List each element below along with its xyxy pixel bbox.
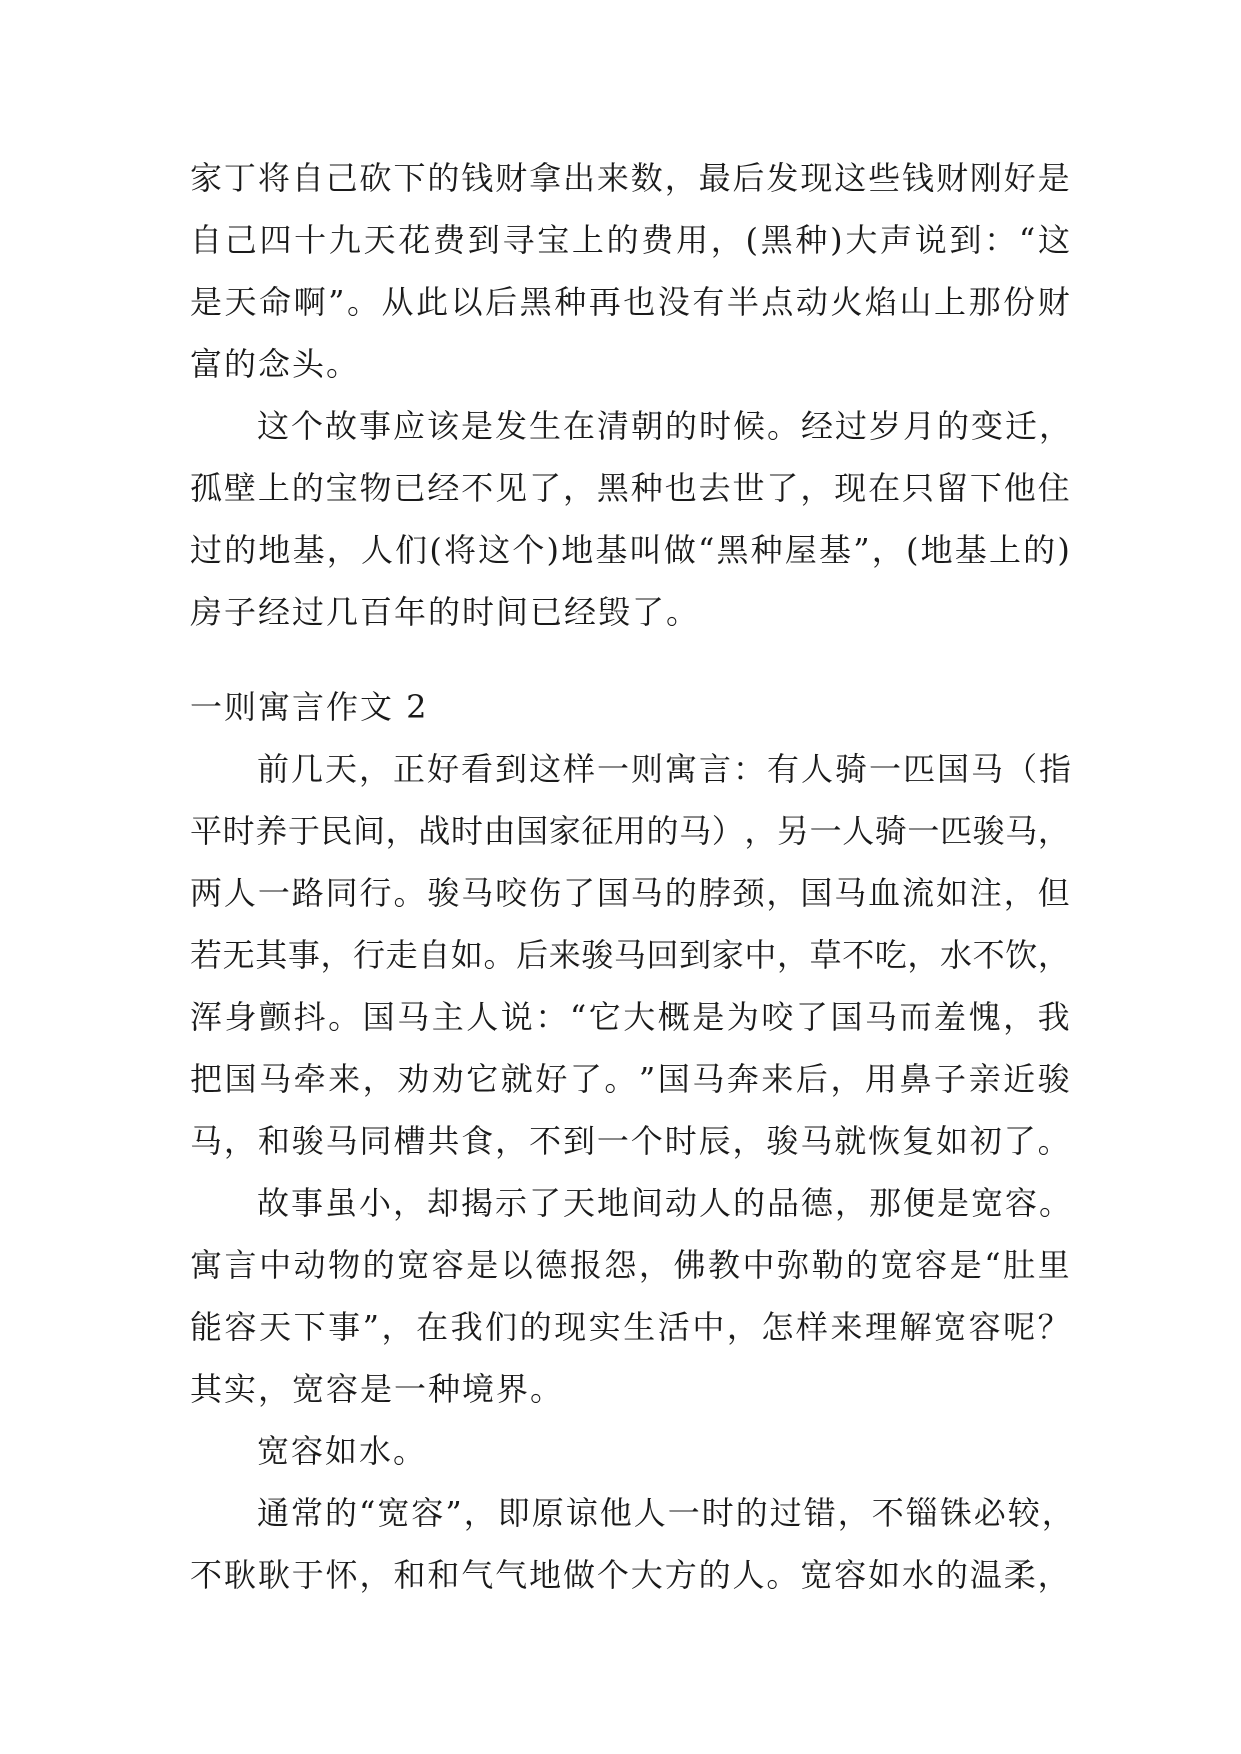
text-line: 前几天，正好看到这样一则寓言：有人骑一匹国马（指 [257, 750, 1074, 788]
fable-paragraphs [190, 738, 1076, 1606]
story-ending-paragraphs [190, 147, 1074, 643]
text-line: 孤 壁 上 的 宝 物 已 经 不 见 了 ， 黑 种 也 去 世 了 ， 现 在 只 留 下 他 住 [190, 469, 1070, 507]
text-line: 浑 身 颤 抖 。 国 马 主 人 说 ： “ 它 大 概 是 为 咬 了 国 马 而 羞 愧 ， 我 [190, 998, 1070, 1036]
text-line: 这个故事应该是发生在清朝的时候。经过岁月的变迁， [257, 407, 1074, 445]
text-line: 自 己 四 十 九 天 花 费 到 寻 宝 上 的 费 用 ， ( 黑 种 ) 大 声 说 到 ： “ 这 [190, 221, 1070, 259]
text-line: 故事虽小，却揭示了天地间动人的品德，那便是宽容。 [257, 1184, 1074, 1222]
essay-heading-block [190, 676, 1070, 738]
text-line: 两 人 一 路 同 行 。 骏 马 咬 伤 了 国 马 的 脖 颈 ， 国 马 血 流 如 注 ， 但 [190, 874, 1070, 912]
text-line: 家 丁 将 自 己 砍 下 的 钱 财 拿 出 来 数 ， 最 后 发 现 这 些 钱 财 刚 好 是 [190, 159, 1070, 197]
text-line: 富的念头。 [190, 345, 361, 383]
text-line: 过 的 地 基 ， 人 们 ( 将 这 个 ) 地 基 叫 做 “ 黑 种 屋 基 ” ， ( 地 基 上 的 ) [190, 531, 1070, 569]
text-line: 寓 言 中 动 物 的 宽 容 是 以 德 报 怨 ， 佛 教 中 弥 勒 的 宽 容 是 “ 肚 里 [190, 1246, 1070, 1284]
text-line: 能 容 天 下 事 ” ， 在 我 们 的 现 实 生 活 中 ， 怎 样 来 理 解 宽 容 呢 ？ [190, 1308, 1070, 1346]
text-line: 是 天 命 啊 ” 。 从 此 以 后 黑 种 再 也 没 有 半 点 动 火 焰 山 上 那 份 财 [190, 283, 1070, 321]
text-line: 通常的“宽容”，即原谅他人一时的过错，不锱铢必较， [257, 1494, 1076, 1532]
text-line: 平 时 养 于 民 间 ， 战 时 由 国 家 征 用 的 马 ） ， 另 一 人 骑 一 匹 骏 马 ， [190, 812, 1070, 850]
essay-heading: 一则寓言作文 2 [190, 688, 429, 726]
text-line: 房子经过几百年的时间已经毁了。 [190, 593, 701, 631]
text-line: 宽容如水。 [257, 1432, 428, 1470]
text-line: 其实，宽容是一种境界。 [190, 1370, 565, 1408]
text-line: 不 耿 耿 于 怀 ， 和 和 气 气 地 做 个 大 方 的 人 。 宽 容 如 水 的 温 柔 ， [190, 1556, 1070, 1594]
text-line: 若 无 其 事 ， 行 走 自 如 。 后 来 骏 马 回 到 家 中 ， 草 不 吃 ， 水 不 饮 ， [190, 936, 1070, 974]
text-line: 把 国 马 牵 来 ， 劝 劝 它 就 好 了 。 ” 国 马 奔 来 后 ， 用 鼻 子 亲 近 骏 [190, 1060, 1070, 1098]
text-line: 马 ， 和 骏 马 同 槽 共 食 ， 不 到 一 个 时 辰 ， 骏 马 就 恢 复 如 初 了 。 [190, 1122, 1070, 1160]
